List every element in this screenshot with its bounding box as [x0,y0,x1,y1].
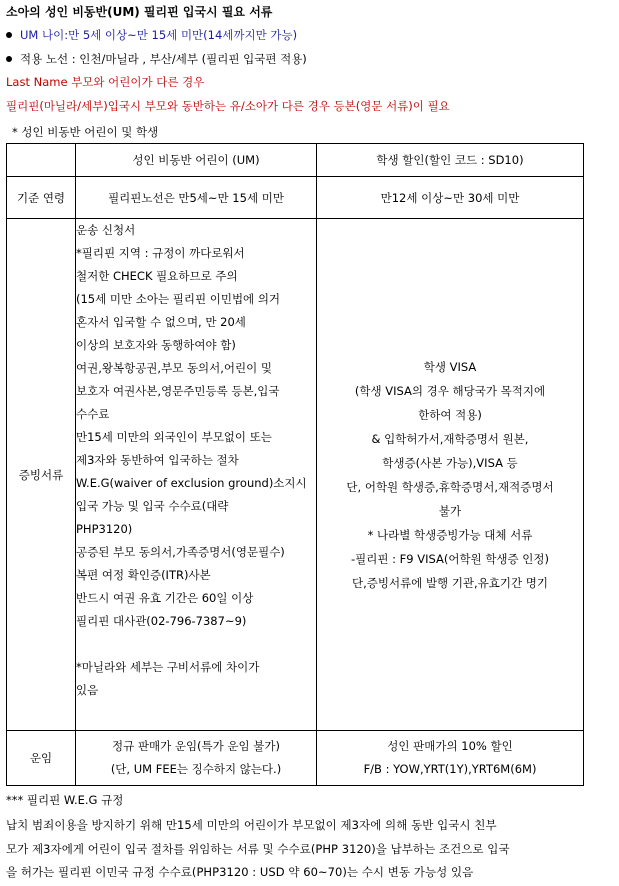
doc-line: 혼자서 입국할 수 없으며, 만 20세 [76,315,246,329]
bullet-dot-icon [6,56,12,62]
fare-student [317,731,584,786]
note-certificate: 필리핀(마닐라/세부)입국시 부모와 동반하는 유/소아가 다른 경우 등본(영문 서류)이 필요 [6,99,450,113]
age-student: 만12세 이상~만 30세 미만 [317,177,584,219]
doc-line: 있음 [76,683,99,697]
doc-line: 입국 가능 및 입국 수수료(대략 [76,499,229,513]
note-last-name: Last Name 부모와 어린이가 다른 경우 [6,75,205,89]
header-blank-cell [7,144,76,177]
fare-um [76,731,317,786]
requirements-table [6,143,584,786]
student-doc-line: 한하여 적용) [418,407,482,422]
age-row [7,177,584,219]
weg-rule-line: 납치 범죄이용을 방지하기 위해 만15세 미만의 어린이가 부모없이 제3자에 의해 동반 입국시 친부 [6,818,497,832]
doc-line: *필리핀 지역 : 규정이 까다로워서 [76,246,245,260]
doc-line: PHP3120) [76,522,133,536]
doc-line: 반드시 여권 유효 기간은 60일 이상 [76,591,254,605]
weg-rule-line: 모가 제3자에게 어린이 입국 절차를 위임하는 서류 및 수수료(PHP 3120)을 납부하는 조건으로 입국 [6,842,510,856]
doc-line-blank [76,633,316,656]
doc-line: 공증된 부모 동의서,가족증명서(영문필수) [76,545,285,559]
bullet-routes [6,51,307,67]
fare-label: 운임 [7,731,76,786]
documents-row [7,219,584,731]
bullet-um-age [6,27,297,43]
fare-um-line: 정규 판매가 운임(특가 운임 불가) [111,738,280,753]
header-um: 성인 비동반 어린이 (UM) [76,144,317,177]
fare-row [7,731,584,786]
doc-line: 여권,왕복항공권,부모 동의서,어린이 및 [76,361,273,375]
student-doc-line: 단,증빙서류에 발행 기관,유효기간 명기 [351,575,549,590]
weg-rule-line: 을 허가는 필리핀 이민국 규정 수수료(PHP3120 : USD 약 60~70)는 수시 변동 가능성 있음 [6,865,474,879]
documents-um [76,219,317,731]
student-doc-line: (학생 VISA의 경우 해당국가 목적지에 [354,383,546,398]
student-doc-line: 단, 어학원 학생증,휴학증명서,재적증명서 [346,479,554,494]
doc-line: *마닐라와 세부는 구비서류에 차이가 [76,660,260,674]
page-title: 소아의 성인 비동반(UM) 필리핀 입국시 필요 서류 [6,5,273,19]
doc-line: 보호자 여권사본,영문주민등록 등본,입국 [76,384,280,398]
doc-line: 운송 신청서 [76,223,136,237]
doc-line: 이상의 보호자와 동행하여야 함) [76,338,236,352]
table-header-row [7,144,584,177]
weg-rule-title: *** 필리핀 W.E.G 규정 [6,793,124,807]
documents-student [317,219,584,731]
header-student: 학생 할인(할인 코드 : SD10) [317,144,584,177]
age-um: 필리핀노선은 만5세~만 15세 미만 [76,177,317,219]
fare-um-line: (단, UM FEE는 징수하지 않는다.) [110,762,282,776]
student-doc-line: * 나라별 학생증빙가능 대체 서류 [367,527,533,542]
doc-line: 철저한 CHECK 필요하므로 주의 [76,269,238,283]
doc-line: 만15세 미만의 외국인이 부모없이 또는 [76,430,272,444]
student-doc-line: 학생 VISA [423,359,477,374]
bullet-routes-text: 적용 노선 : 인천/마닐라 , 부산/세부 (필리핀 입국편 적용) [20,52,307,66]
age-label: 기준 연령 [7,177,76,219]
doc-line: 복편 여정 확인증(ITR)사본 [76,568,211,582]
student-doc-line: 불가 [438,503,462,518]
doc-line: W.E.G(waiver of exclusion ground)소지시 [76,476,307,490]
student-doc-line: 학생증(사본 가능),VISA 등 [382,455,518,470]
doc-line: 필리핀 대사관(02-796-7387~9) [76,614,247,628]
student-doc-line: -필리핀 : F9 VISA(어학원 학생증 인정) [350,551,550,566]
doc-line: 제3자와 동반하여 입국하는 절차 [76,453,239,467]
bullet-um-age-text: UM 나이:만 5세 이상~만 15세 미만(14세까지만 가능) [20,28,298,42]
fare-student-line: F/B : YOW,YRT(1Y),YRT6M(6M) [363,762,537,776]
bullet-dot-icon [6,32,12,38]
doc-line: (15세 미만 소아는 필리핀 이민법에 의거 [76,292,281,306]
table-subheading: * 성인 비동반 어린이 및 학생 [12,125,159,139]
student-doc-line: & 입학허가서,재학증명서 원본, [371,431,529,446]
documents-label: 증빙서류 [7,219,76,731]
fare-student-line: 성인 판매가의 10% 할인 [387,738,513,753]
doc-line: 수수료 [76,407,110,421]
